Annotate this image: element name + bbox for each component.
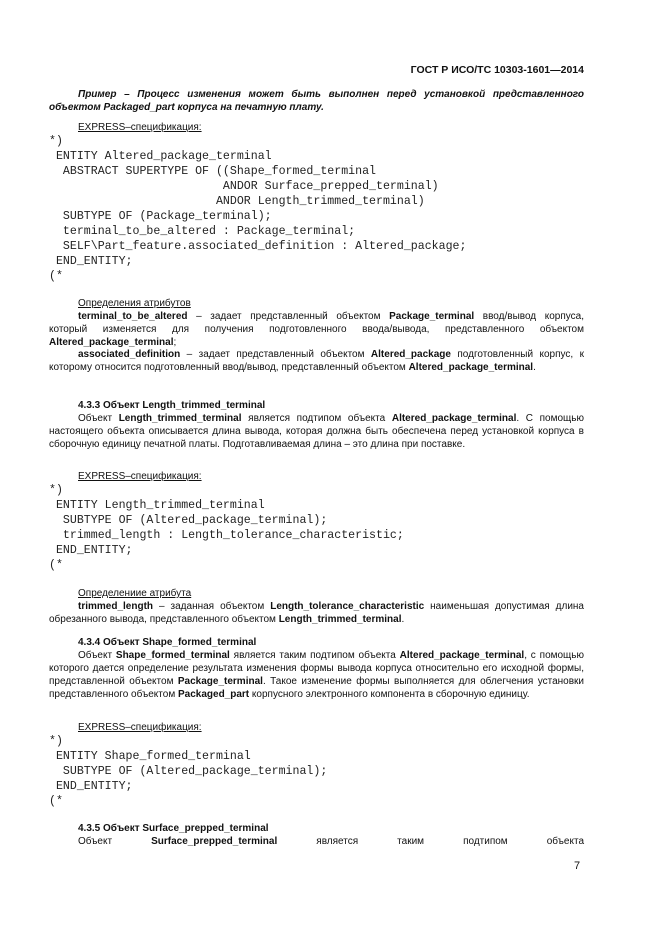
para-text: корпусного электронного компонента в сборочную единицу. (249, 689, 530, 700)
section-paragraph-4-3-3 (49, 412, 584, 451)
para-text: , с помощью которого дается определение результата изменения формы вывода корпуса относительно его исходной формы, представленной объектом (49, 650, 584, 687)
code-block-1 (49, 134, 466, 284)
attr-name: associated_definition (78, 349, 181, 360)
entity-ref: Length_tolerance_characteristic (270, 601, 425, 612)
code-line: ABSTRACT SUPERTYPE OF ((Shape_formed_terminal (49, 165, 376, 178)
para-text: является таким подтипом объекта (277, 836, 584, 847)
para-text: является подтипом объекта (241, 413, 392, 424)
section-heading-4-3-3: 4.3.3 Объект Length_trimmed_terminal (78, 400, 266, 411)
para-text: . С помощью настоящего объекта описывается длина вывода, которая должна быть обеспечена перед установкой корпуса в сборочную единицу печатной платы. Подготавливаемая длина – это длина при поставке. (49, 413, 584, 450)
code-line: END_ENTITY; (49, 544, 133, 557)
para-text: является таким подтипом объекта (229, 650, 400, 661)
para-text: Объект (78, 650, 116, 661)
express-label-1: EXPRESS–спецификация: (78, 122, 202, 133)
attr-definition-trimmed-length (49, 600, 584, 626)
attr-definitions-label-1: Определения атрибутов (78, 298, 191, 309)
code-line: *) (49, 735, 63, 748)
document-header: ГОСТ Р ИСО/ТС 10303-1601—2014 (410, 64, 584, 76)
attr-text: подготовленный корпус, к которому относится подготовленный ввод/вывод, представленный объектом (49, 349, 584, 373)
code-line: ENTITY Shape_formed_terminal (49, 750, 251, 763)
entity-ref: Altered_package_terminal (399, 650, 525, 661)
attr-text: наименьшая допустимая длина обрезанного вывода, представленного объектом (49, 601, 584, 625)
entity-ref: Altered_package (370, 349, 451, 360)
example-paragraph: Пример – Процесс изменения может быть выполнен перед установкой представленного объектом Packaged_part корпуса на печатную плату. (49, 89, 584, 113)
para-text: Объект (78, 413, 119, 424)
section-paragraph-4-3-4 (49, 649, 584, 701)
code-line: (* (49, 795, 63, 808)
code-line: trimmed_length : Length_tolerance_characteristic; (49, 529, 404, 542)
code-line: terminal_to_be_altered : Package_terminal; (49, 225, 356, 238)
entity-ref: Altered_package_terminal (408, 362, 534, 373)
section-heading-4-3-4: 4.3.4 Объект Shape_formed_terminal (78, 637, 257, 648)
code-line: SUBTYPE OF (Altered_package_terminal); (49, 765, 328, 778)
attr-definitions-label-2: Определениие атрибута (78, 588, 192, 599)
express-label-3: EXPRESS–спецификация: (78, 722, 202, 733)
entity-ref: Altered_package_terminal (391, 413, 517, 424)
entity-ref: Packaged_part (177, 689, 250, 700)
attr-definition-terminal-to-be-altered (49, 310, 584, 349)
attr-text: ввод/вывод корпуса, который изменяется для получения подготовленного ввода/вывода, представленного объектом (49, 311, 584, 335)
entity-ref: Length_trimmed_terminal (278, 614, 402, 625)
code-line: (* (49, 270, 63, 283)
para-text: Объект (78, 836, 152, 847)
code-block-3 (49, 734, 327, 809)
attr-text: – заданная объектом (153, 601, 271, 612)
attr-text: – задает представленный объектом (180, 349, 371, 360)
code-line: END_ENTITY; (49, 255, 133, 268)
code-line: ENTITY Altered_package_terminal (49, 150, 272, 163)
attr-definition-associated-definition (49, 348, 584, 374)
attr-name: trimmed_length (78, 601, 154, 612)
code-block-2 (49, 483, 404, 573)
section-paragraph-4-3-5 (49, 835, 584, 848)
attr-name: terminal_to_be_altered (78, 311, 188, 322)
code-line: END_ENTITY; (49, 780, 133, 793)
code-line: *) (49, 484, 63, 497)
entity-ref: Altered_package_terminal (49, 337, 174, 348)
code-line: ANDOR Length_trimmed_terminal) (49, 195, 425, 208)
code-line: SUBTYPE OF (Package_terminal); (49, 210, 272, 223)
para-text: . Такое изменение формы выполняется для облегчения установки представленного объектом (49, 676, 584, 700)
code-line: SUBTYPE OF (Altered_package_terminal); (49, 514, 328, 527)
code-line: SELF\Part_feature.associated_definition : Altered_package; (49, 240, 467, 253)
attr-text: – задает представленный объектом (187, 311, 390, 322)
entity-ref: Package_terminal (389, 311, 475, 322)
express-label-2: EXPRESS–спецификация: (78, 471, 202, 482)
code-line: ANDOR Surface_prepped_terminal) (49, 180, 439, 193)
page-number: 7 (574, 860, 581, 872)
attr-text: ; (173, 337, 177, 348)
entity-ref: Package_terminal (177, 676, 263, 687)
section-heading-4-3-5: 4.3.5 Объект Surface_prepped_terminal (78, 823, 269, 834)
code-line: ENTITY Length_trimmed_terminal (49, 499, 265, 512)
attr-text: . (533, 362, 536, 373)
entity-ref: Shape_formed_terminal (115, 650, 230, 661)
code-line: *) (49, 135, 63, 148)
code-line: (* (49, 559, 63, 572)
entity-ref: Surface_prepped_terminal (151, 836, 278, 847)
attr-text: . (401, 614, 405, 625)
entity-ref: Length_trimmed_terminal (118, 413, 242, 424)
